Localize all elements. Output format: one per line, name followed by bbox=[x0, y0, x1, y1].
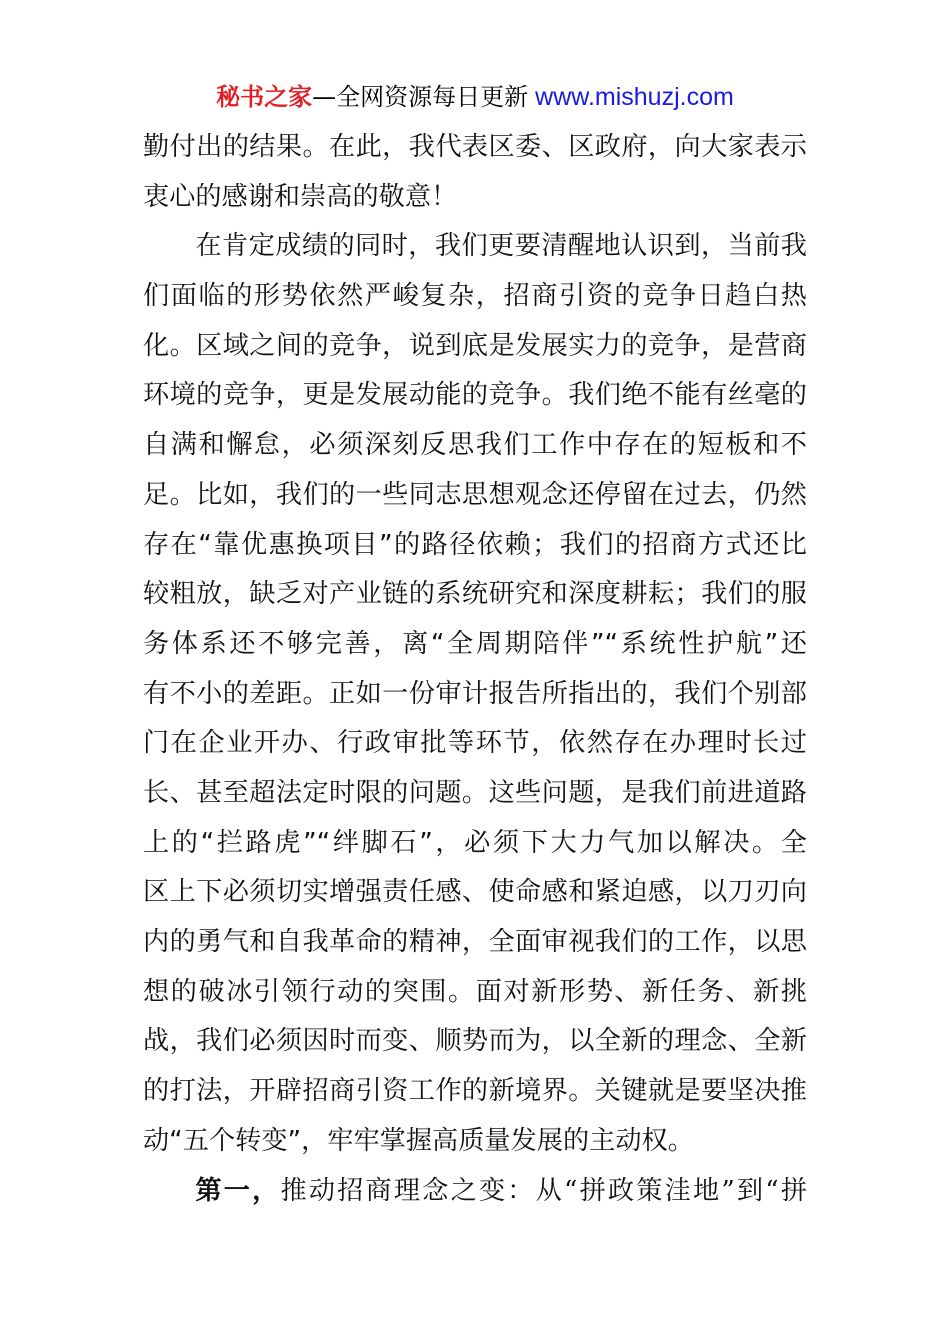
text-line: 环境的竞争，更是发展动能的竞争。我们绝不能有丝毫的 bbox=[143, 380, 807, 411]
text-line: 长、甚至超法定时限的问题。这些问题，是我们前进道路 bbox=[143, 777, 807, 808]
text-line bbox=[143, 1166, 807, 1216]
text-line: 上的“拦路虎”“绊脚石”，必须下大力气加以解决。全 bbox=[143, 827, 807, 858]
text-line: 内的勇气和自我革命的精神，全面审视我们的工作，以思 bbox=[143, 927, 807, 957]
text-line: 务体系还不够完善，离“全周期陪伴”“系统性护航”还 bbox=[143, 628, 807, 659]
paragraph-1 bbox=[143, 123, 807, 222]
paragraph-2 bbox=[143, 222, 807, 1166]
paragraph-3-heading bbox=[143, 1166, 807, 1216]
section-number: 第一， bbox=[195, 1175, 281, 1207]
text-line: 存在“靠优惠换项目”的路径依赖；我们的招商方式还比 bbox=[143, 529, 807, 560]
text-line: 足。比如，我们的一些同志思想观念还停留在过去，仍然 bbox=[143, 479, 807, 510]
site-url: www.mishuzj.com bbox=[535, 83, 734, 111]
section-heading-text: 推动招商理念之变：从“拼政策洼地”到“拼 bbox=[280, 1176, 808, 1207]
text-line: 想的破冰引领行动的突围。面对新形势、新任务、新挑 bbox=[143, 976, 807, 1007]
site-brand: 秘书之家 bbox=[216, 83, 313, 111]
site-tagline: —全网资源每日更新 bbox=[312, 83, 529, 111]
text-line: 勤付出的结果。在此，我代表区委、区政府，向大家表示 bbox=[143, 132, 807, 162]
text-line: 在肯定成绩的同时，我们更要清醒地认识到，当前我 bbox=[195, 231, 807, 262]
page-header bbox=[0, 80, 950, 114]
text-line: 自满和懈怠，必须深刻反思我们工作中存在的短板和不 bbox=[143, 430, 807, 461]
text-line: 有不小的差距。正如一份审计报告所指出的，我们个别部 bbox=[143, 678, 807, 709]
text-line: 区上下必须切实增强责任感、使命感和紧迫感，以刀刃向 bbox=[143, 877, 807, 908]
text-line: 门在企业开办、行政审批等环节，依然存在办理时长过 bbox=[143, 728, 807, 759]
text-line: 动“五个转变”，牢牢掌握高质量发展的主动权。 bbox=[143, 1125, 694, 1156]
text-line: 的打法，开辟招商引资工作的新境界。关键就是要坚决推 bbox=[143, 1076, 807, 1107]
text-line: 较粗放，缺乏对产业链的系统研究和深度耕耘；我们的服 bbox=[143, 579, 807, 610]
text-line: 们面临的形势依然严峻复杂，招商引资的竞争日趋白热 bbox=[143, 281, 807, 312]
document-body bbox=[143, 123, 807, 1216]
text-line: 战，我们必须因时而变、顺势而为，以全新的理念、全新 bbox=[143, 1026, 807, 1057]
text-line: 衷心的感谢和崇高的敬意！ bbox=[143, 181, 458, 212]
text-line: 化。区域之间的竞争，说到底是发展实力的竞争，是营商 bbox=[143, 330, 807, 361]
